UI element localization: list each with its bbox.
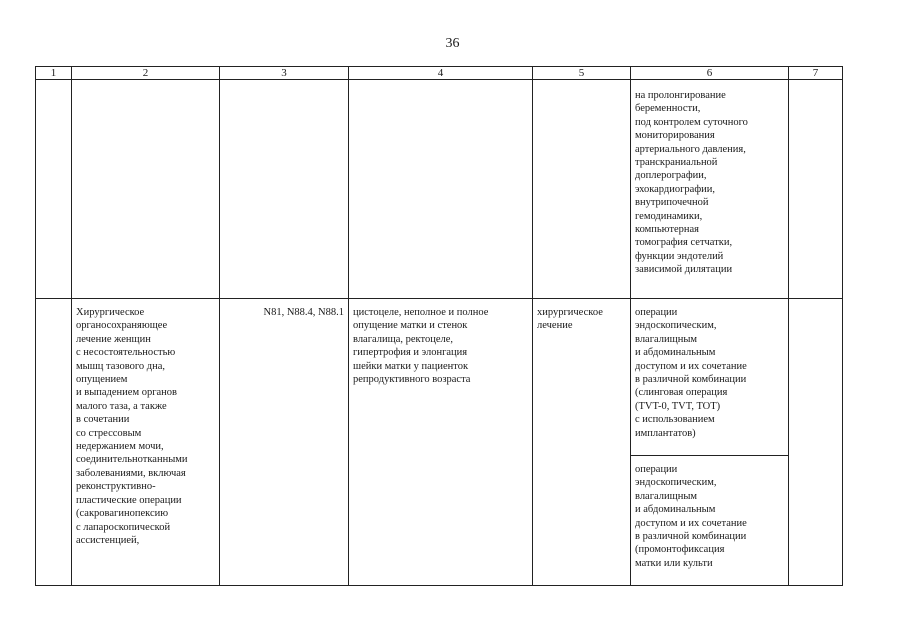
header-col-5: 5 [532,66,631,80]
row1-col-3 [219,79,349,299]
page-number: 36 [445,36,460,51]
row2-col-5: хирургическое лечение [532,298,631,586]
header-col-3: 3 [219,66,349,80]
header-col-7: 7 [788,66,843,80]
row1-col-4 [348,79,533,299]
row2-col-1 [35,298,72,586]
row2-col-6a: операции эндоскопическим, влагалищным и абдоминальным доступом и их сочетание в различной комбинации (слинговая операция (TVT-0, TVT, TOT) с использованием имплантатов) [630,298,789,456]
row2-col-3: N81, N88.4, N88.1 [219,298,349,586]
row1-col-6: на пролонгирование беременности, под контролем суточного мониторирования артериального давления, транскраниальной доплерографии, эхокардиографии, внутрипочечной гемодинамики, компьютерная томография сетчатки, функции эндотелий зависимой дилятации [630,79,789,299]
header-col-1: 1 [35,66,72,80]
header-col-2: 2 [71,66,220,80]
row2-col-4: цистоцеле, неполное и полное опущение матки и стенок влагалища, ректоцеле, гипертрофия и элонгация шейки матки у пациенток репродуктивного возраста [348,298,533,586]
row2-col-2: Хирургическое органосохраняющее лечение женщин с несостоятельностью мышц тазового дна, опущением и выпадением органов малого таза, а также в сочетании со стрессовым недержанием мочи, соединительнотканными заболеваниями, включая реконструктивно- пластические операции (сакровагинопексию с лапароскопической ассистенцией, [71,298,220,586]
header-col-6: 6 [630,66,789,80]
row2-col-7 [788,298,843,586]
header-col-4: 4 [348,66,533,80]
row1-col-5 [532,79,631,299]
row1-col-2 [71,79,220,299]
row1-col-7 [788,79,843,299]
row2-col-6b: операции эндоскопическим, влагалищным и абдоминальным доступом и их сочетание в различной комбинации (промонтофиксация матки или культи [630,455,789,586]
document-table [35,66,843,586]
row1-col-1 [35,79,72,299]
